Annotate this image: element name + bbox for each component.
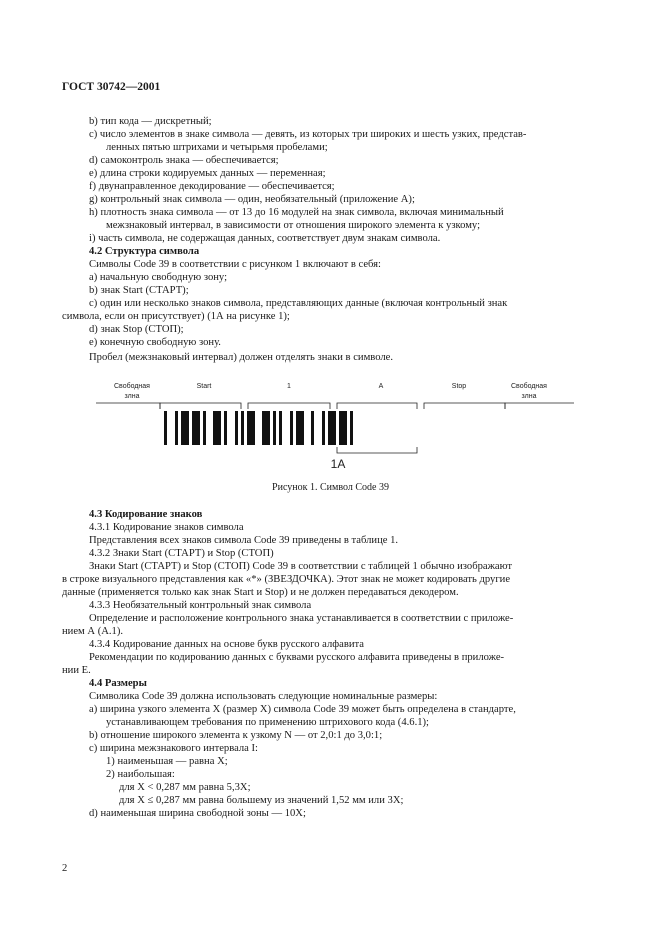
subheading-4-3-2: 4.3.2 Знаки Start (СТАРТ) и Stop (СТОП)	[89, 548, 274, 559]
list-item-b: b) тип кода — дискретный;	[89, 116, 212, 127]
sublist-item-1: 1) наименьшая — равна X;	[106, 756, 228, 767]
barcode-bar	[279, 411, 282, 445]
barcode-bar	[273, 411, 276, 445]
sublist-detail: для X ≤ 0,287 мм равна большему из значений 1,52 мм или 3X;	[119, 795, 404, 806]
barcode-bar	[296, 411, 304, 445]
section-heading-4-4: 4.4 Размеры	[89, 678, 147, 689]
start-label: Start	[196, 383, 212, 390]
list-item-c-cont: символа, если он присутствует) (1А на рисунке 1);	[62, 311, 290, 322]
section-heading-4-3: 4.3 Кодирование знаков	[89, 509, 203, 520]
barcode-bar	[328, 411, 336, 445]
barcode-bar	[235, 411, 238, 445]
section-heading-4-2: 4.2 Структура символа	[89, 246, 200, 257]
list-item-d: d) наименьшая ширина свободной зоны — 10X;	[89, 808, 306, 819]
list-item-h-cont: межзнаковый интервал, в зависимости от отношения широкого элемента к узкому;	[106, 220, 481, 231]
start-bracket	[160, 403, 241, 409]
barcode-bar	[322, 411, 325, 445]
list-item-b: b) отношение широкого элемента к узкому N — от 2,0:1 до 3,0:1;	[89, 730, 383, 741]
char-1-label: 1	[287, 383, 291, 390]
paragraph-cont: данные (применяется только как знак Start и Stop) и не должен передаваться декодером.	[62, 587, 459, 598]
barcode-bar	[350, 411, 353, 445]
quiet-zone-right-label-2: злна	[521, 393, 537, 400]
paragraph-cont: нием А (А.1).	[62, 626, 123, 637]
stop-label: Stop	[451, 383, 467, 390]
paragraph: Пробел (межзнаковый интервал) должен отделять знаки в символе.	[89, 352, 394, 363]
subheading-4-3-1: 4.3.1 Кодирование знаков символа	[89, 522, 244, 533]
barcode-bar	[213, 411, 221, 445]
barcode-bar	[290, 411, 293, 445]
barcode-bar	[262, 411, 270, 445]
paragraph-cont: в строке визуального представления как «*» (ЗВЕЗДОЧКА). Этот знак не может кодировать другие	[62, 574, 511, 585]
list-item-f: f) двунаправленное декодирование — обеспечивается;	[89, 181, 335, 192]
list-item-d: d) знак Stop (СТОП);	[89, 324, 184, 335]
quiet-zone-left-label: Свободная	[114, 383, 150, 390]
barcode-bar	[181, 411, 189, 445]
paragraph: Символы Code 39 в соответствии с рисунком 1 включают в себя:	[89, 259, 381, 270]
paragraph: Определение и расположение контрольного знака устанавливается в соответствии с приложе-	[89, 613, 514, 624]
callout-line	[337, 447, 417, 453]
list-item-c: c) один или несколько знаков символа, представляющих данные (включая контрольный знак	[89, 298, 508, 309]
page-number: 2	[62, 863, 68, 874]
barcode-bar	[203, 411, 206, 445]
char-1-bracket	[248, 403, 330, 409]
document-header: ГОСТ 30742—2001	[62, 81, 161, 93]
barcode-bar	[247, 411, 255, 445]
callout-label: 1A	[330, 457, 346, 471]
list-item-c: c) ширина межзнакового интервала I:	[89, 743, 258, 754]
barcode	[164, 411, 353, 445]
sublist-item-2: 2) наибольшая:	[106, 769, 175, 780]
list-item-e: e) конечную свободную зону.	[89, 337, 221, 348]
paragraph: Символика Code 39 должна использовать следующие номинальные размеры:	[89, 691, 438, 702]
paragraph: Рекомендации по кодированию данных с буквами русского алфавита приведены в приложе-	[89, 652, 505, 663]
quiet-zone-left-bracket	[96, 403, 160, 409]
list-item-c-cont: ленных пятью штрихами и четырьмя пробелами;	[106, 142, 328, 153]
list-item-b: b) знак Start (СТАРТ);	[89, 285, 189, 296]
list-item-h: h) плотность знака символа — от 13 до 16 модулей на знак символа, включая минимальный	[89, 207, 504, 218]
code39-figure	[86, 373, 586, 473]
subheading-4-3-4: 4.3.4 Кодирование данных на основе букв русского алфавита	[89, 639, 364, 650]
subheading-4-3-3: 4.3.3 Необязательный контрольный знак символа	[89, 600, 312, 611]
list-item-a-cont: устанавливающем требования по применению штрихового кода (4.6.1);	[106, 717, 429, 728]
sublist-detail: для X < 0,287 мм равна 5,3X;	[119, 782, 251, 793]
list-item-g: g) контрольный знак символа — один, необязательный (приложение А);	[89, 194, 415, 205]
quiet-zone-right-label: Свободная	[511, 383, 547, 390]
paragraph: Представления всех знаков символа Code 39 приведены в таблице 1.	[89, 535, 399, 546]
barcode-bar	[241, 411, 244, 445]
list-item-a: a) ширина узкого элемента X (размер X) символа Code 39 может быть определена в стандарте,	[89, 704, 516, 715]
paragraph-cont: нии Е.	[62, 665, 91, 676]
char-a-bracket	[337, 403, 417, 409]
list-item-c: c) число элементов в знаке символа — девять, из которых три широких и шесть узких, представ-	[89, 129, 527, 140]
barcode-bar	[175, 411, 178, 445]
list-item-i: i) часть символа, не содержащая данных, соответствует двум знакам символа.	[89, 233, 441, 244]
barcode-bar	[311, 411, 314, 445]
stop-bracket	[424, 403, 505, 409]
paragraph: Знаки Start (СТАРТ) и Stop (СТОП) Code 39 в соответствии с таблицей 1 обычно изображают	[89, 561, 513, 572]
barcode-bar	[339, 411, 347, 445]
list-item-e: e) длина строки кодируемых данных — переменная;	[89, 168, 326, 179]
list-item-a: a) начальную свободную зону;	[89, 272, 228, 283]
char-a-label: A	[378, 383, 384, 390]
figure-caption: Рисунок 1. Символ Code 39	[272, 482, 389, 493]
quiet-zone-left-label-2: злна	[124, 393, 140, 400]
list-item-d: d) самоконтроль знака — обеспечивается;	[89, 155, 279, 166]
barcode-bar	[224, 411, 227, 445]
barcode-bar	[192, 411, 200, 445]
quiet-zone-right-bracket	[505, 403, 574, 409]
barcode-bar	[164, 411, 167, 445]
